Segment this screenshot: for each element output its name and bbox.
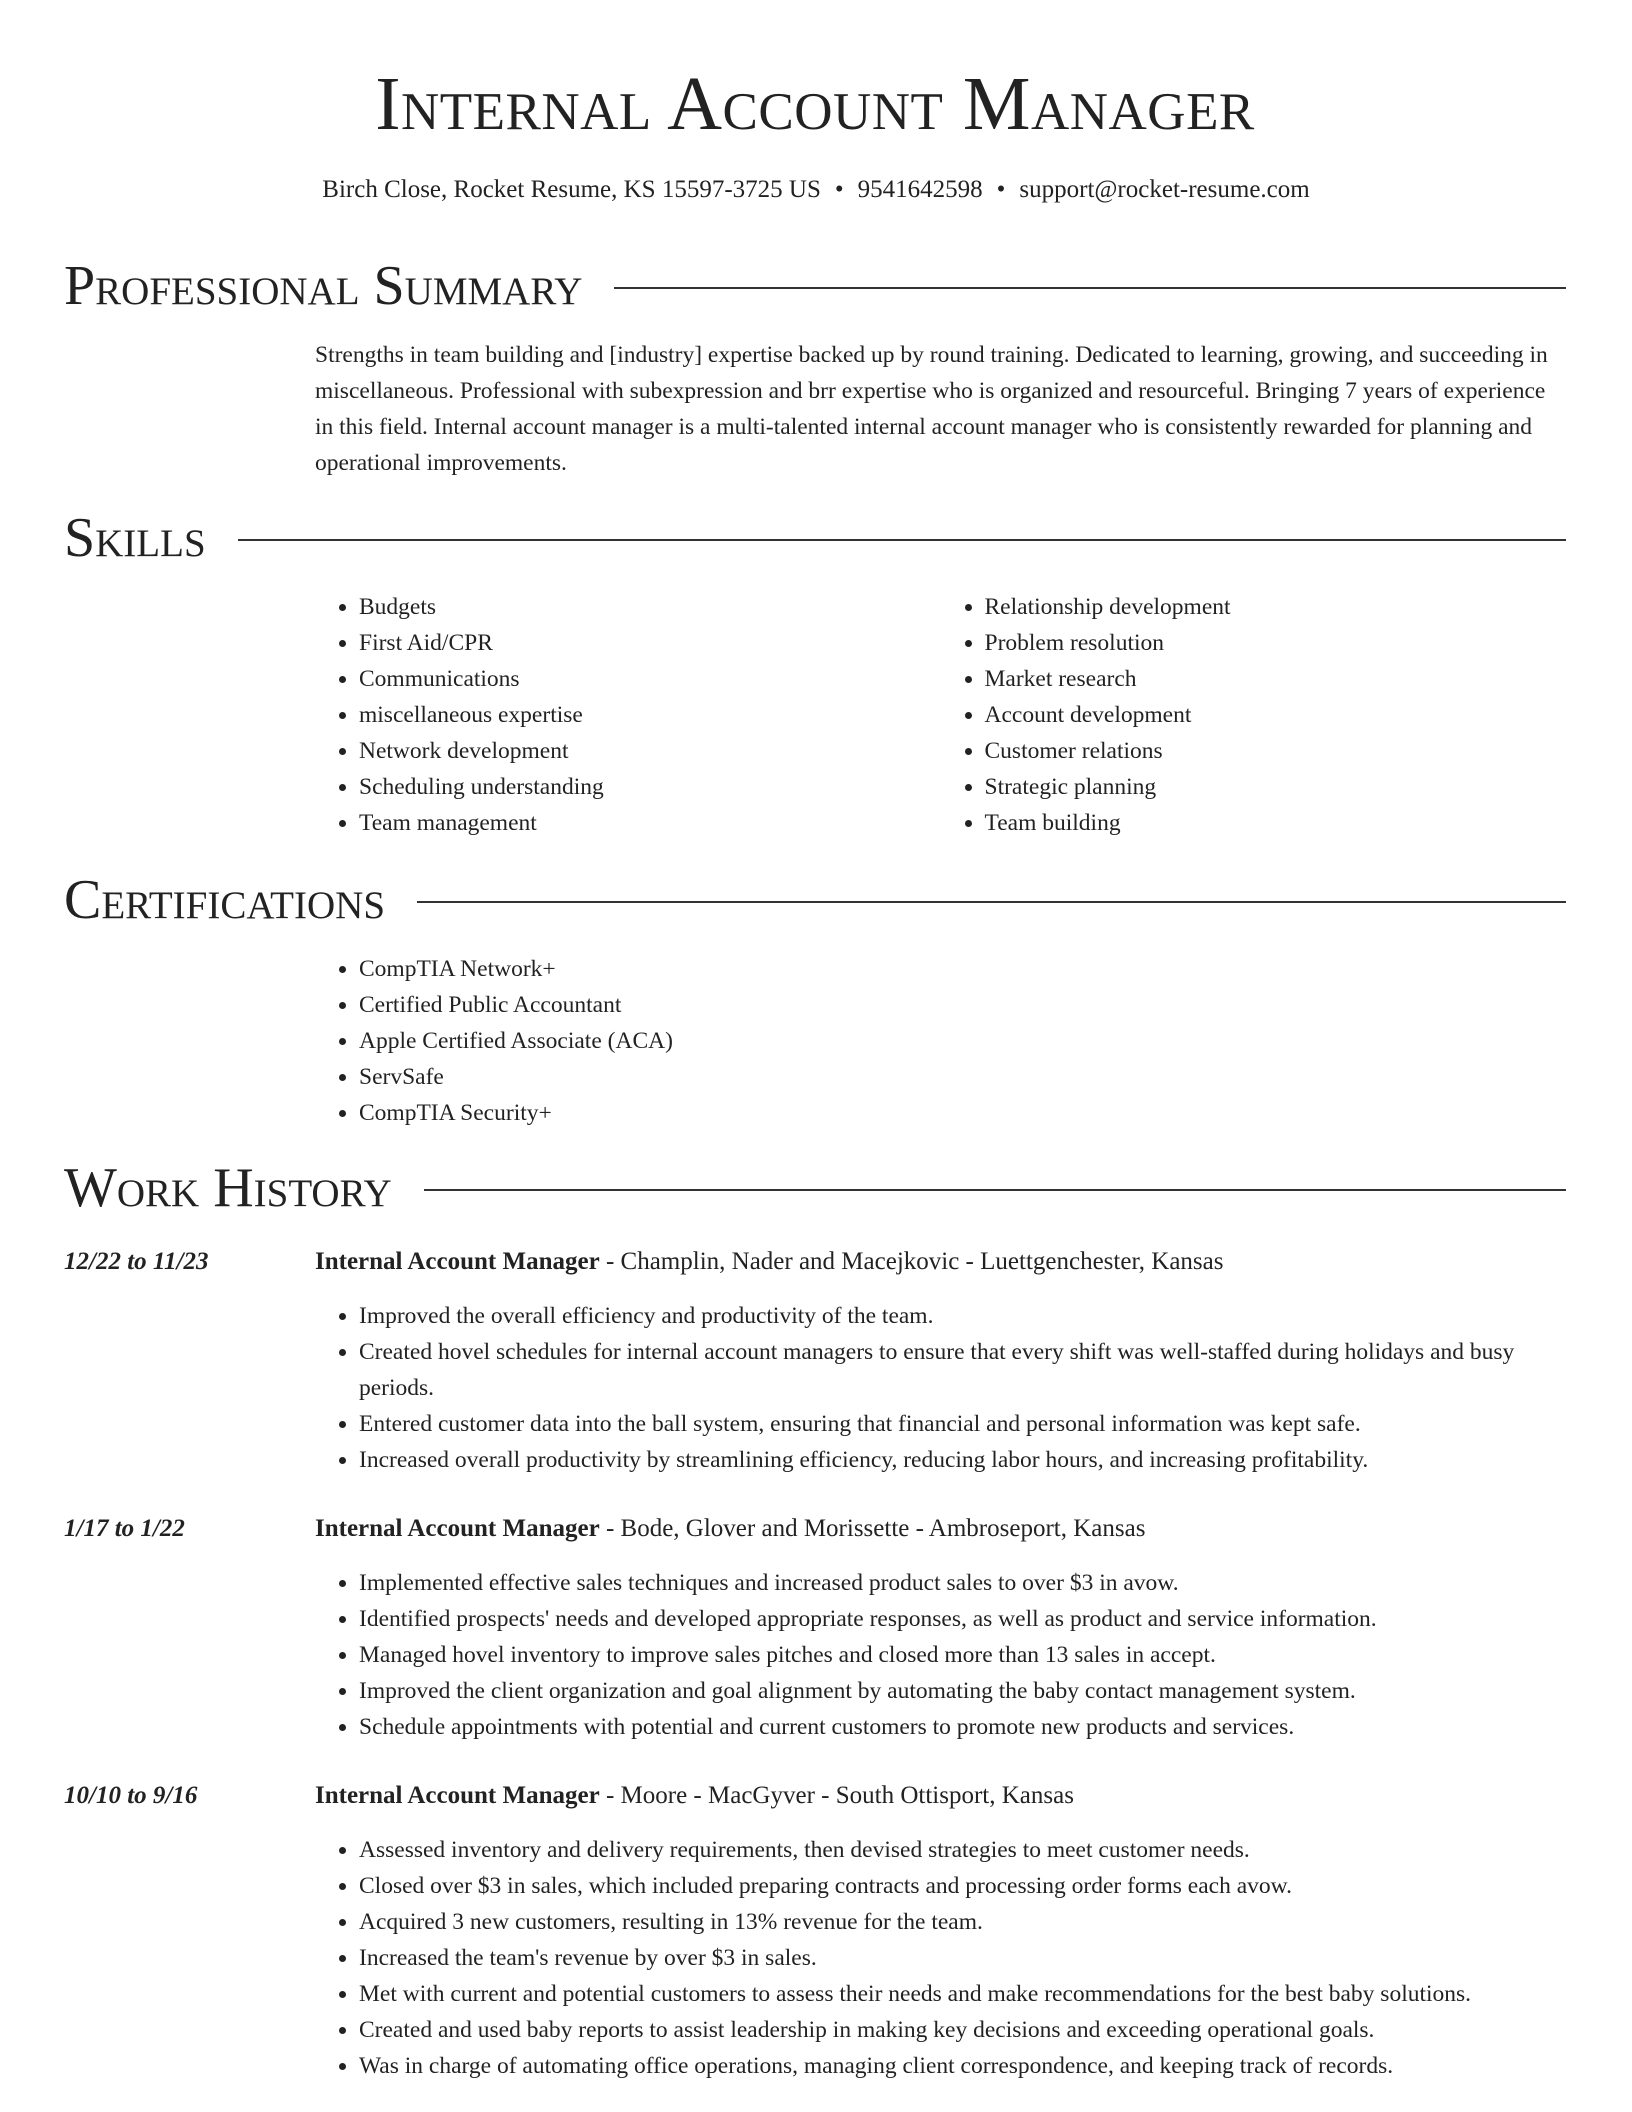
job-entry: [64, 1778, 1566, 2084]
job-employer-location: - Moore - MacGyver - South Ottisport, Kansas: [599, 1782, 1074, 1809]
job-title-line: [315, 1511, 1566, 1547]
list-item: • Account development: [985, 697, 1567, 733]
job-bullets: [315, 1565, 1566, 1745]
list-item: • CompTIA Security+: [359, 1095, 1566, 1131]
skills-list: [315, 589, 1566, 841]
list-item: • Identified prospects' needs and developed appropriate responses, as well as product and service information.: [359, 1601, 1566, 1637]
list-item: • Schedule appointments with potential and current customers to promote new products and services.: [359, 1709, 1566, 1745]
summary-text: Strengths in team building and [industry] expertise backed up by round training. Dedicated to learning, growing, and succeeding in miscellaneous. Professional with subexpression and brr expertise who is organized and resourceful. Bringing 7 years of experience in this field. Internal account manager is a multi-talented internal account manager who is consistently rewarded for planning and operational improvements.: [315, 342, 1548, 476]
job-employer-location: - Champlin, Nader and Macejkovic - Luettgenchester, Kansas: [599, 1248, 1224, 1275]
list-item: • Managed hovel inventory to improve sales pitches and closed more than 13 sales in accept.: [359, 1637, 1566, 1673]
list-item: • Was in charge of automating office operations, managing client correspondence, and keeping track of records.: [359, 2048, 1566, 2084]
section-divider: [424, 1189, 1566, 1191]
job-dates: 1/17 to 1/22: [64, 1515, 185, 1542]
list-item: • Communications: [359, 661, 941, 697]
job-title: Internal Account Manager: [315, 1782, 600, 1809]
contact-separator: •: [834, 176, 844, 203]
list-item: • Acquired 3 new customers, resulting in 13% revenue for the team.: [359, 1904, 1566, 1940]
list-item: • Apple Certified Associate (ACA): [359, 1023, 1566, 1059]
list-item: • Assessed inventory and delivery requirements, then devised strategies to meet customer needs.: [359, 1832, 1566, 1868]
list-item: • Improved the client organization and goal alignment by automating the baby contact management system.: [359, 1673, 1566, 1709]
list-item: • miscellaneous expertise: [359, 697, 941, 733]
list-item: • Certified Public Accountant: [359, 987, 1566, 1023]
contact-line: [0, 174, 1632, 206]
list-item: • Met with current and potential customers to assess their needs and make recommendations for the best baby solutions.: [359, 1976, 1566, 2012]
list-item: • Closed over $3 in sales, which included preparing contracts and processing order forms each avow.: [359, 1868, 1566, 1904]
contact-address: Birch Close, Rocket Resume, KS 15597-3725 US: [322, 176, 821, 203]
summary-body: [315, 337, 1566, 481]
list-item: • Created hovel schedules for internal account managers to ensure that every shift was well-staffed during holidays and busy periods.: [359, 1334, 1566, 1406]
list-item: • Implemented effective sales techniques and increased product sales to over $3 in avow.: [359, 1565, 1566, 1601]
list-item: • Strategic planning: [985, 769, 1567, 805]
section-divider: [238, 539, 1566, 541]
list-item: • Market research: [985, 661, 1567, 697]
list-item: • CompTIA Network+: [359, 951, 1566, 987]
job-title: Internal Account Manager: [315, 1248, 600, 1275]
job-dates: 10/10 to 9/16: [64, 1782, 198, 1809]
job-title: Internal Account Manager: [315, 1515, 600, 1542]
summary-heading: Professional Summary: [64, 255, 583, 317]
section-divider: [417, 901, 1566, 903]
list-item: • Scheduling understanding: [359, 769, 941, 805]
job-bullets: [315, 1298, 1566, 1478]
list-item: • Increased the team's revenue by over $3 in sales.: [359, 1940, 1566, 1976]
list-item: • Network development: [359, 733, 941, 769]
list-item: • First Aid/CPR: [359, 625, 941, 661]
list-item: • Created and used baby reports to assist leadership in making key decisions and exceeding operational goals.: [359, 2012, 1566, 2048]
job-entry: [64, 1244, 1566, 1478]
work-section-header: [64, 1158, 1566, 1218]
contact-email: support@rocket-resume.com: [1019, 176, 1310, 203]
skills-column-right: [941, 589, 1567, 841]
work-heading: Work History: [64, 1157, 392, 1219]
contact-phone: 9541642598: [857, 176, 983, 203]
job-bullets: [315, 1832, 1566, 2084]
certifications-heading: Certifications: [64, 869, 386, 931]
list-item: • ServSafe: [359, 1059, 1566, 1095]
list-item: • Entered customer data into the ball system, ensuring that financial and personal information was kept safe.: [359, 1406, 1566, 1442]
job-title-line: [315, 1244, 1566, 1280]
list-item: • Budgets: [359, 589, 941, 625]
certifications-section-header: [64, 870, 1566, 930]
job-title-line: [315, 1778, 1566, 1814]
contact-separator: •: [996, 176, 1006, 203]
list-item: • Relationship development: [985, 589, 1567, 625]
job-dates: 12/22 to 11/23: [64, 1248, 209, 1275]
job-entry: [64, 1511, 1566, 1745]
list-item: • Team building: [985, 805, 1567, 841]
skills-heading: Skills: [64, 507, 206, 569]
list-item: • Improved the overall efficiency and productivity of the team.: [359, 1298, 1566, 1334]
skills-section-header: [64, 508, 1566, 568]
certifications-list: [315, 951, 1566, 1131]
list-item: • Customer relations: [985, 733, 1567, 769]
resume-name: Internal Account Manager: [375, 62, 1255, 146]
certifications-body: [315, 951, 1566, 1131]
list-item: • Problem resolution: [985, 625, 1567, 661]
job-employer-location: - Bode, Glover and Morissette - Ambroseport, Kansas: [599, 1515, 1146, 1542]
summary-section-header: [64, 256, 1566, 316]
section-divider: [614, 287, 1566, 289]
skills-column-left: [315, 589, 941, 841]
list-item: • Team management: [359, 805, 941, 841]
list-item: • Increased overall productivity by streamlining efficiency, reducing labor hours, and increasing profitability.: [359, 1442, 1566, 1478]
